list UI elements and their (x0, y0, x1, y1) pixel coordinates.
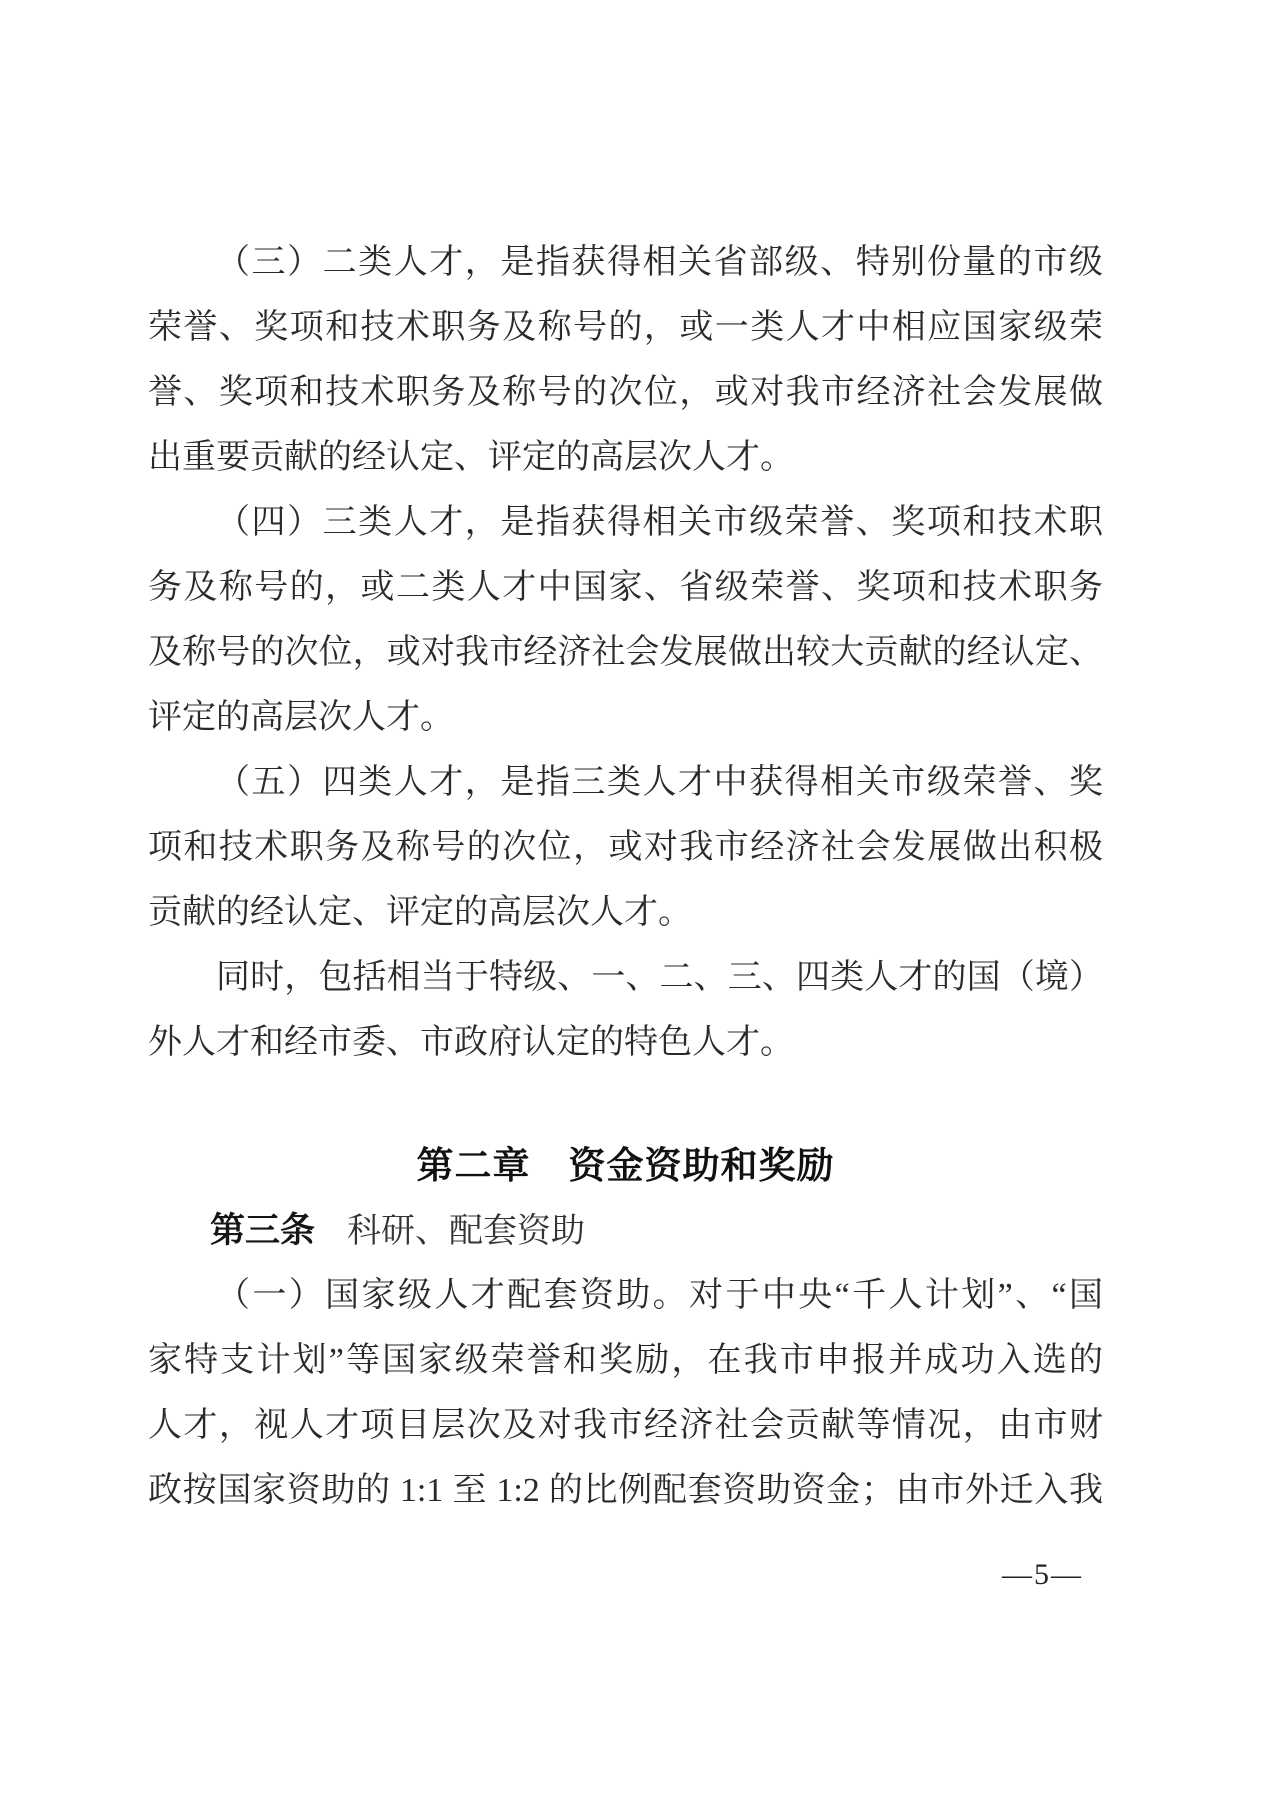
clause-4-line-2: 务及称号的，或二类人才中国家、省级荣誉、奖项和技术职务 (148, 569, 1103, 606)
clause-4-line-4: 评定的高层次人才。 (148, 699, 454, 736)
clause-3-line-3: 誉、奖项和技术职务及称号的次位，或对我市经济社会发展做 (148, 374, 1103, 411)
section-1-line-3: 人才，视人才项目层次及对我市经济社会贡献等情况，由市财 (148, 1407, 1103, 1444)
clause-5-line-1: （五）四类人才，是指三类人才中获得相关市级荣誉、奖 (216, 764, 1103, 801)
article-title: 科研、配套资助 (347, 1213, 586, 1250)
clause-3-line-4: 出重要贡献的经认定、评定的高层次人才。 (148, 439, 794, 476)
page-number: —5— (1002, 1558, 1083, 1591)
section-1-line-4: 政按国家资助的 1:1 至 1:2 的比例配套资助资金；由市外迁入我 (148, 1472, 1103, 1509)
clause-4-line-1: （四）三类人才，是指获得相关市级荣誉、奖项和技术职 (216, 504, 1103, 541)
clause-5-line-3: 贡献的经认定、评定的高层次人才。 (148, 894, 692, 931)
note-paragraph-line-1: 同时，包括相当于特级、一、二、三、四类人才的国（境） (216, 959, 1103, 996)
note-paragraph-line-2: 外人才和经市委、市政府认定的特色人才。 (148, 1024, 794, 1061)
clause-3-line-2: 荣誉、奖项和技术职务及称号的，或一类人才中相应国家级荣 (148, 309, 1103, 346)
clause-5-line-2: 项和技术职务及称号的次位，或对我市经济社会发展做出积极 (148, 829, 1103, 866)
article-label: 第三条 (210, 1211, 316, 1250)
document-body (148, 230, 1103, 1595)
section-1-line-1: （一）国家级人才配套资助。对于中央“千人计划”、“国 (216, 1277, 1103, 1314)
article-heading (148, 1198, 1103, 1263)
clause-3-line-1: （三）二类人才，是指获得相关省部级、特别份量的市级 (216, 244, 1103, 281)
clause-4-line-3: 及称号的次位，或对我市经济社会发展做出较大贡献的经认定、 (148, 634, 1103, 671)
chapter-heading: 第二章 资金资助和奖励 (416, 1145, 835, 1186)
section-1-line-2: 家特支计划”等国家级荣誉和奖励，在我市申报并成功入选的 (148, 1342, 1103, 1379)
